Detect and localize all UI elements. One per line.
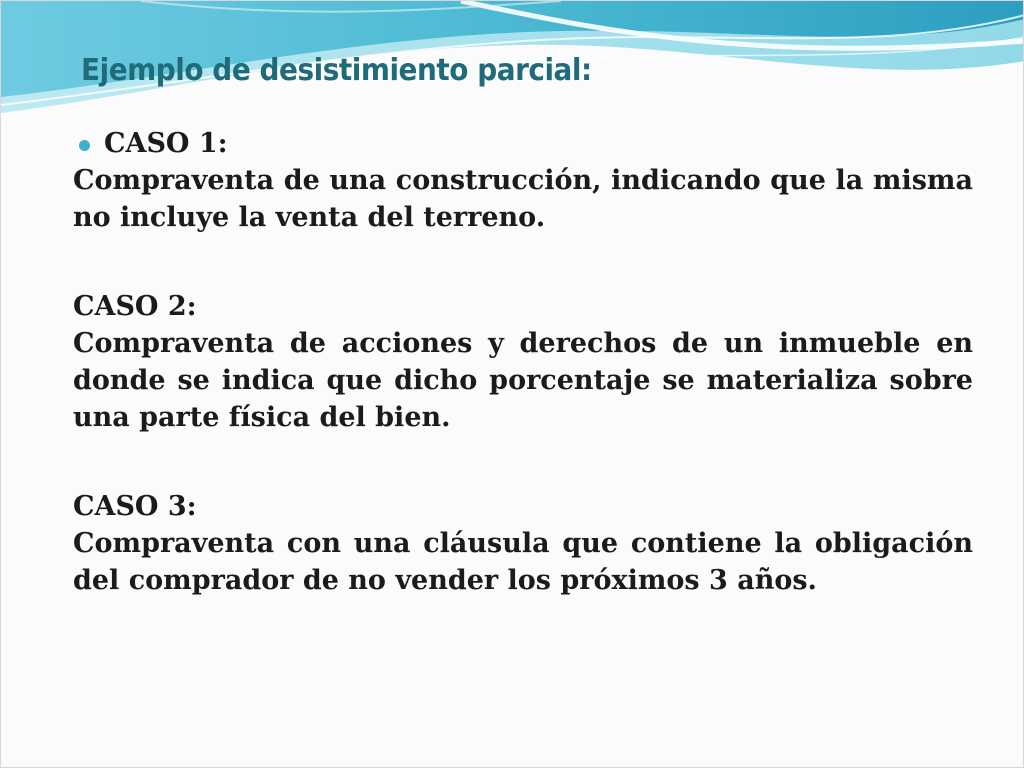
slide-body [73, 121, 973, 599]
case-2-label: CASO 2: [73, 291, 197, 322]
case-1-heading [73, 125, 973, 162]
case-1-text: Compraventa de una construcción, indicando que la misma no incluye la venta del terreno. [73, 165, 973, 233]
slide-title: Ejemplo de desistimiento parcial: [81, 53, 592, 88]
bullet-dot-icon [79, 140, 90, 151]
spacer [73, 236, 973, 288]
case-2-text: Compraventa de acciones y derechos de un inmueble en donde se indica que dicho porcentaje se materializa sobre una parte física del bien. [73, 328, 973, 433]
case-3-label: CASO 3: [73, 491, 197, 522]
case-3-text: Compraventa con una cláusula que contiene la obligación del comprador de no vender los próximos 3 años. [73, 528, 973, 596]
case-1-label: CASO 1: [104, 128, 228, 159]
spacer [73, 436, 973, 488]
